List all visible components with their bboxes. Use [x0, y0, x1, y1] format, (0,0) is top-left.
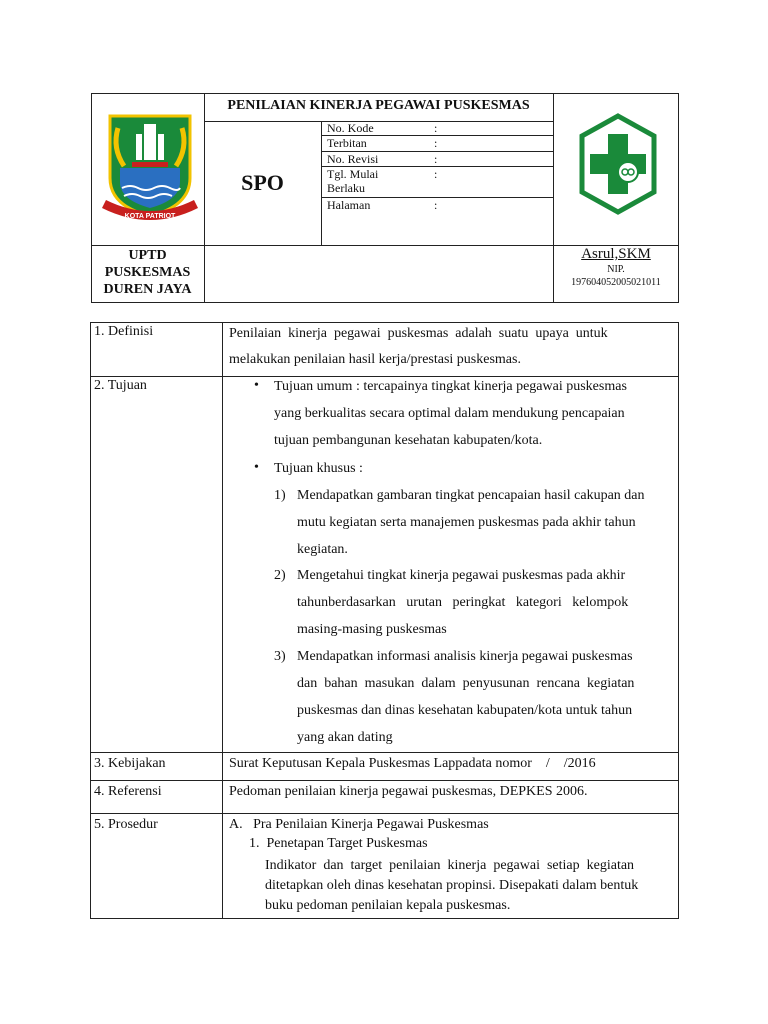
prosedur-subheading: 1. Penetapan Target Puskesmas — [249, 836, 428, 851]
item-number: 3) — [274, 649, 286, 664]
header-divider — [204, 121, 553, 122]
city-emblem-icon — [98, 108, 202, 230]
tujuan-item-3 — [297, 643, 672, 751]
meta-value-halaman: : — [434, 198, 438, 212]
meta-value-tgl: : — [434, 167, 438, 181]
puskesmas-cross-icon — [578, 112, 658, 216]
tujuan-line: mutu kegiatan serta manajemen puskesmas pada akhir tahun — [297, 515, 636, 530]
definisi-line: Penilaian kinerja pegawai puskesmas adalah suatu upaya untuk — [229, 326, 608, 341]
org-line-1: UPTD — [128, 248, 167, 263]
definisi-line: melakukan penilaian hasil kerja/prestasi puskesmas. — [229, 352, 521, 367]
document-title: PENILAIAN KINERJA PEGAWAI PUSKESMAS — [227, 98, 530, 113]
tujuan-umum — [274, 373, 672, 454]
signer-name: Asrul,SKM — [581, 246, 651, 262]
tujuan-khusus: Tujuan khusus : — [274, 461, 363, 476]
row-label-definisi: 1. Definisi — [94, 324, 154, 339]
content-divider — [90, 752, 679, 753]
tujuan-item-1 — [297, 482, 672, 563]
item-number: 1) — [274, 488, 286, 503]
content-divider — [90, 780, 679, 781]
kebijakan-text: Surat Keputusan Kepala Puskesmas Lappadata nomor / /2016 — [229, 756, 596, 771]
tujuan-line: Mendapatkan gambaran tingkat pencapaian hasil cakupan dan — [297, 488, 645, 503]
meta-label-berlaku: Berlaku — [327, 181, 365, 195]
header-divider — [321, 121, 322, 245]
tujuan-line: dan bahan masukan dalam penyusunan rencana kegiatan — [297, 676, 635, 691]
referensi-text: Pedoman penilaian kinerja pegawai puskesmas, DEPKES 2006. — [229, 784, 588, 799]
tujuan-line: yang akan dating — [297, 730, 393, 745]
definisi-text — [229, 321, 672, 373]
tujuan-line: yang berkualitas secara optimal dalam mendukung pencapaian — [274, 406, 625, 421]
meta-value-kode: : — [434, 121, 438, 135]
tujuan-line: Mengetahui tingkat kinerja pegawai puskesmas pada akhir — [297, 568, 626, 583]
meta-value-terbitan: : — [434, 136, 438, 150]
org-line-2: PUSKESMAS — [104, 265, 191, 280]
meta-label-tgl: Tgl. Mulai — [327, 167, 379, 181]
signer-nip-label: NIP. — [607, 264, 625, 275]
tujuan-line: masing-masing puskesmas — [297, 622, 447, 637]
meta-value-revisi: : — [434, 152, 438, 166]
content-divider — [222, 322, 223, 919]
prosedur-heading: A. Pra Penilaian Kinerja Pegawai Puskesmas — [229, 817, 489, 832]
meta-label-revisi: No. Revisi — [327, 152, 379, 166]
meta-label-kode: No. Kode — [327, 121, 374, 135]
content-divider — [90, 813, 679, 814]
row-label-referensi: 4. Referensi — [94, 784, 162, 799]
spo-label: SPO — [241, 170, 284, 195]
tujuan-line: Mendapatkan informasi analisis kinerja pegawai puskesmas — [297, 649, 633, 664]
item-number: 2) — [274, 568, 286, 583]
logo-caption: KOTA PATRIOT — [124, 213, 176, 220]
prosedur-line: buku pedoman penilaian kepala puskesmas. — [265, 898, 511, 913]
prosedur-paragraph — [265, 856, 672, 916]
tujuan-line: tujuan pembangunan kesehatan kabupaten/kota. — [274, 433, 543, 448]
meta-label-halaman: Halaman — [327, 198, 371, 212]
prosedur-line: Indikator dan target penilaian kinerja pegawai setiap kegiatan — [265, 858, 635, 873]
row-label-tujuan: 2. Tujuan — [94, 378, 147, 393]
meta-label-terbitan: Terbitan — [327, 136, 367, 150]
header-divider — [204, 93, 205, 303]
bullet-icon: • — [254, 460, 259, 475]
tujuan-line: kegiatan. — [297, 542, 348, 557]
prosedur-line: ditetapkan oleh dinas kesehatan propinsi. Disepakati dalam bentuk — [265, 878, 639, 893]
tujuan-line: Tujuan umum : tercapainya tingkat kinerja pegawai puskesmas — [274, 379, 627, 394]
row-label-kebijakan: 3. Kebijakan — [94, 756, 166, 771]
org-line-3: DUREN JAYA — [103, 282, 192, 297]
signer-nip: 197604052005021011 — [571, 277, 661, 288]
tujuan-item-2 — [297, 562, 672, 643]
tujuan-line: tahunberdasarkan urutan peringkat kategori kelompok — [297, 595, 629, 610]
bullet-icon: • — [254, 378, 259, 393]
tujuan-line: puskesmas dan dinas kesehatan kabupaten/kota untuk tahun — [297, 703, 633, 718]
row-label-prosedur: 5. Prosedur — [94, 817, 158, 832]
